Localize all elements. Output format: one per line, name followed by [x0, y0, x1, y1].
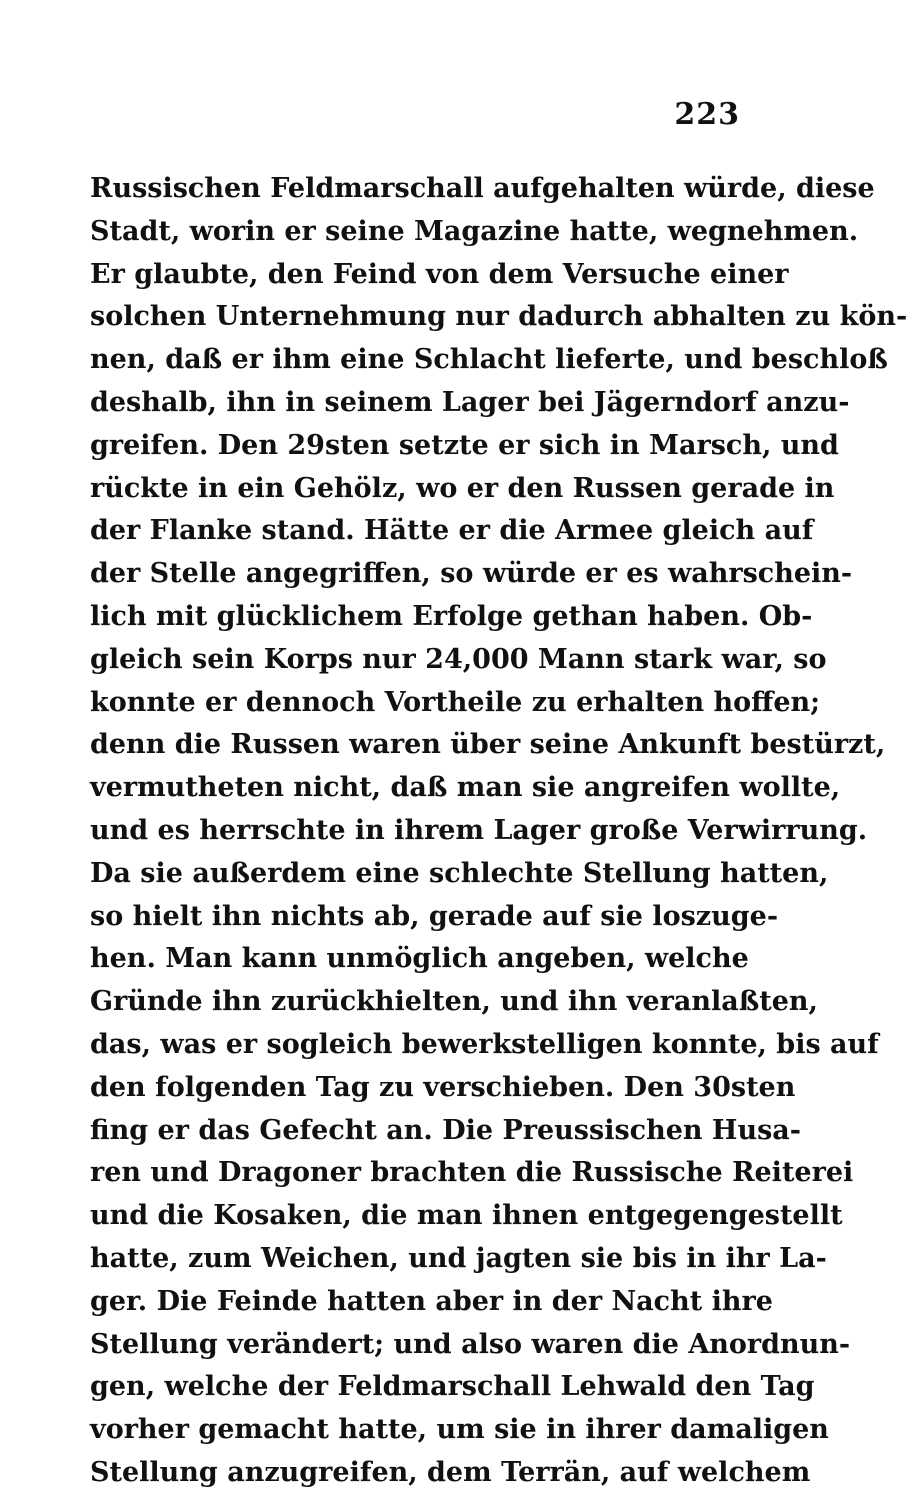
- text-line: Stellung anzugreifen, dem Terrän, auf welchem: [90, 1456, 811, 1488]
- text-line: und die Kosaken, die man ihnen entgegengestellt: [90, 1200, 843, 1232]
- text-line: lich mit glücklichem Erfolge gethan haben. Ob-: [90, 600, 813, 632]
- text-line: so hielt ihn nichts ab, gerade auf sie loszuge-: [90, 900, 779, 932]
- text-line: deshalb, ihn in seinem Lager bei Jägerndorf anzu-: [90, 386, 850, 418]
- page-number: 223: [674, 97, 740, 132]
- text-line: Stellung verändert; und also waren die Anordnun-: [90, 1328, 851, 1360]
- text-line: greifen. Den 29sten setzte er sich in Marsch, und: [90, 429, 839, 461]
- text-line: der Flanke stand. Hätte er die Armee gleich auf: [90, 515, 814, 547]
- text-line: hen. Man kann unmöglich angeben, welche: [90, 943, 749, 975]
- text-line: der Stelle angegriffen, so würde er es wahrschein-: [90, 558, 853, 590]
- text-line: ren und Dragoner brachten die Russische Reiterei: [90, 1157, 854, 1189]
- text-line: Gründe ihn zurückhielten, und ihn veranlaßten,: [90, 986, 818, 1018]
- text-line: den folgenden Tag zu verschieben. Den 30sten: [90, 1071, 796, 1103]
- text-line: ger. Die Feinde hatten aber in der Nacht ihre: [90, 1285, 773, 1317]
- text-line: gleich sein Korps nur 24,000 Mann stark war, so: [90, 643, 827, 675]
- text-line: Da sie außerdem eine schlechte Stellung hatten,: [90, 857, 829, 889]
- text-line: gen, welche der Feldmarschall Lehwald den Tag: [90, 1371, 815, 1403]
- text-line: Stadt, worin er seine Magazine hatte, wegnehmen.: [90, 215, 859, 247]
- body-text: [90, 168, 907, 1495]
- text-line: solchen Unternehmung nur dadurch abhalten zu kön-: [90, 301, 907, 333]
- text-line: konnte er dennoch Vortheile zu erhalten hoffen;: [90, 686, 821, 718]
- text-line: fing er das Gefecht an. Die Preussischen Husa-: [90, 1114, 801, 1146]
- text-line: nen, daß er ihm eine Schlacht lieferte, und beschloß: [90, 344, 888, 376]
- text-line: vermutheten nicht, daß man sie angreifen wollte,: [90, 772, 841, 804]
- text-line: und es herrschte in ihrem Lager große Verwirrung.: [90, 814, 868, 846]
- text-line: das, was er sogleich bewerkstelligen konnte, bis auf: [90, 1028, 879, 1060]
- text-line: denn die Russen waren über seine Ankunft bestürzt,: [90, 729, 886, 761]
- text-line: hatte, zum Weichen, und jagten sie bis in ihr La-: [90, 1242, 827, 1274]
- text-line: Er glaubte, den Feind von dem Versuche einer: [90, 258, 789, 290]
- text-line: Russischen Feldmarschall aufgehalten würde, diese: [90, 173, 875, 204]
- text-line: vorher gemacht hatte, um sie in ihrer damaligen: [90, 1414, 829, 1446]
- text-line: rückte in ein Gehölz, wo er den Russen gerade in: [90, 472, 835, 504]
